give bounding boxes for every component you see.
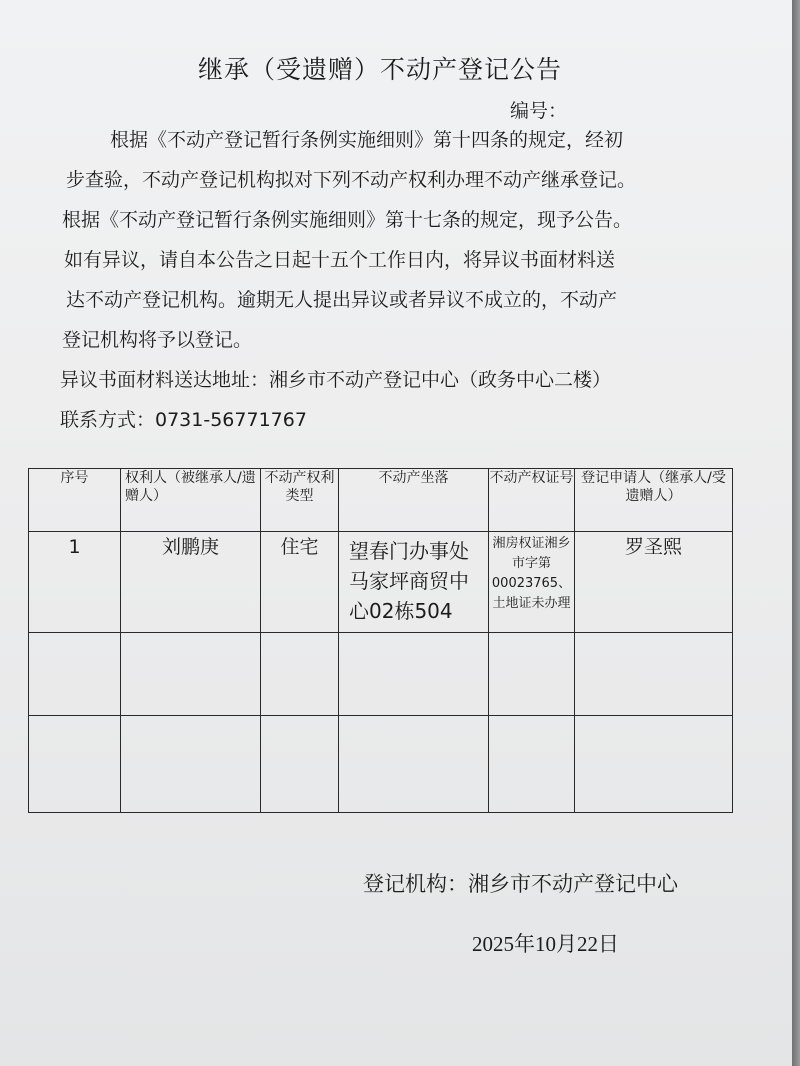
registration-table <box>28 468 733 813</box>
header-cert-no: 不动产权证号 <box>489 469 575 532</box>
cell-location: 望春门办事处马家坪商贸中心02栋504 <box>339 532 489 633</box>
body-line: 根据《不动产登记暂行条例实施细则》第十七条的规定，现予公告。 <box>62 209 633 231</box>
table-row <box>29 532 733 633</box>
table-header-row <box>29 469 733 532</box>
cell-applicant: 罗圣熙 <box>575 532 733 633</box>
empty-cell <box>121 633 261 716</box>
empty-cell <box>489 633 575 716</box>
cell-seq: 1 <box>29 532 121 633</box>
table-row-empty <box>29 633 733 716</box>
notice-body <box>60 120 710 440</box>
body-line: 根据《不动产登记暂行条例实施细则》第十四条的规定，经初 <box>110 129 624 151</box>
registration-org: 登记机构：湘乡市不动产登记中心 <box>363 872 678 896</box>
cell-cert-no: 湘房权证湘乡市字第00023765、土地证未办理 <box>489 532 575 633</box>
doc-number-label: 编号： <box>510 100 568 122</box>
header-seq: 序号 <box>29 469 121 532</box>
contact-info: 联系方式：0731-56771767 <box>60 409 307 431</box>
empty-cell <box>29 633 121 716</box>
empty-cell <box>261 716 339 813</box>
background-edge <box>792 0 800 1066</box>
empty-cell <box>29 716 121 813</box>
empty-cell <box>575 716 733 813</box>
table-row-empty <box>29 716 733 813</box>
empty-cell <box>489 716 575 813</box>
empty-cell <box>339 633 489 716</box>
header-applicant: 登记申请人（继承人/受遗赠人） <box>575 469 733 532</box>
header-right-type: 不动产权利类型 <box>261 469 339 532</box>
body-line: 步查验，不动产登记机构拟对下列不动产权利办理不动产继承登记。 <box>66 169 637 191</box>
objection-address: 异议书面材料送达地址：湘乡市不动产登记中心（政务中心二楼） <box>60 369 612 391</box>
cell-right-type: 住宅 <box>261 532 339 633</box>
cell-holder: 刘鹏庚 <box>121 532 261 633</box>
empty-cell <box>121 716 261 813</box>
header-location: 不动产坐落 <box>339 469 489 532</box>
body-line: 如有异议，请自本公告之日起十五个工作日内，将异议书面材料送 <box>64 249 616 271</box>
empty-cell <box>575 633 733 716</box>
empty-cell <box>339 716 489 813</box>
notice-date: 2025年10月22日 <box>472 932 619 956</box>
body-line: 达不动产登记机构。逾期无人提出异议或者异议不成立的，不动产 <box>66 289 618 311</box>
body-line: 登记机构将予以登记。 <box>62 329 253 351</box>
notice-title: 继承（受遗赠）不动产登记公告 <box>197 55 562 84</box>
empty-cell <box>261 633 339 716</box>
header-holder: 权利人（被继承人/遗赠人） <box>121 469 261 532</box>
